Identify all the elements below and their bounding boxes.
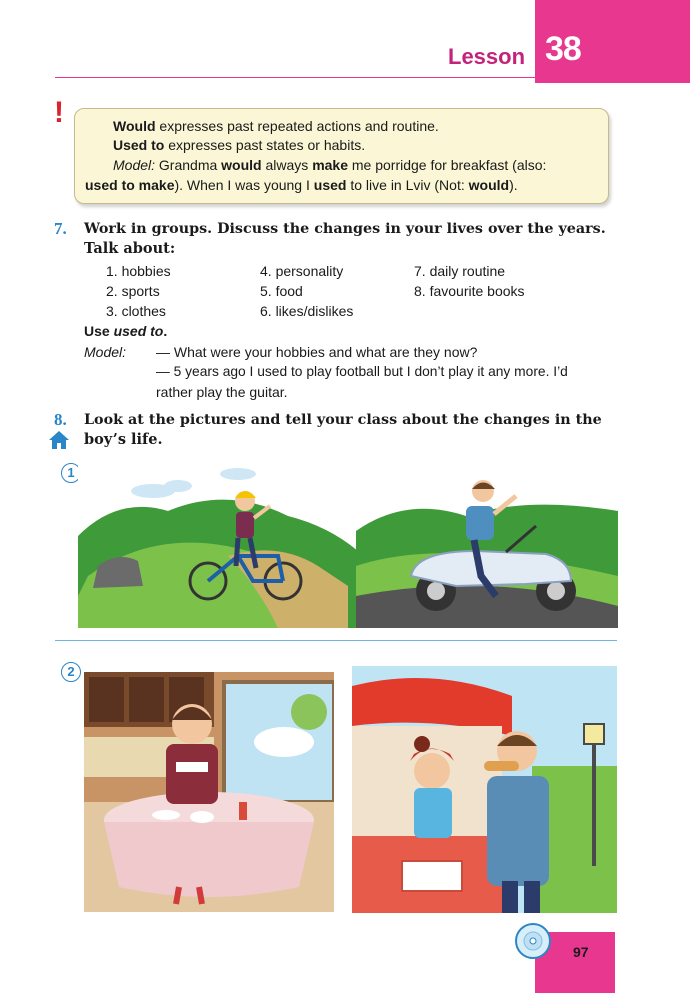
exercise-instruction: Look at the pictures and tell your class about the changes in the: [84, 412, 602, 428]
exercise-number: 7.: [54, 219, 67, 238]
list-item: 4. personality: [260, 263, 344, 279]
list-item: 1. hobbies: [106, 263, 171, 279]
home-icon: [48, 430, 70, 450]
lesson-title: Lesson: [448, 44, 526, 69]
picture-number-badge: 1: [61, 463, 81, 483]
picture-number-badge: 2: [61, 662, 81, 682]
list-item: 3. clothes: [106, 303, 166, 319]
list-item: 2. sports: [106, 283, 160, 299]
list-item: 6. likes/dislikes: [260, 303, 354, 319]
page-number: 97: [573, 944, 589, 960]
list-item: 5. food: [260, 283, 303, 299]
note-line: Used to expresses past states or habits.: [113, 137, 366, 153]
note-line: Would expresses past repeated actions and routine.: [113, 118, 439, 134]
grammar-note: [74, 108, 609, 204]
exercise-instruction: Work in groups. Discuss the changes in your lives over the years.: [84, 221, 606, 237]
boy-eating-at-table-illustration: [84, 672, 334, 912]
lesson-number: 38: [545, 30, 581, 68]
exercise-instruction: Talk about:: [84, 240, 176, 257]
exercise-instruction: boy’s life.: [84, 431, 163, 448]
exclamation-icon: !: [54, 96, 64, 129]
section-divider: [55, 640, 617, 641]
model-question: — What were your hobbies and what are they now?: [156, 344, 478, 360]
young-man-eating-sandwich-illustration: [352, 666, 617, 913]
header-rule: [55, 77, 535, 78]
use-instruction: Use used to.: [84, 323, 168, 339]
list-item: 8. favourite books: [414, 283, 525, 299]
note-line: Model: Grandma would always make me porridge for breakfast (also:: [113, 157, 547, 173]
note-line: used to make). When I was young I used to live in Lviv (Not: would).: [85, 177, 518, 193]
young-man-motorcycle-illustration: [356, 456, 618, 628]
model-label: Model:: [84, 344, 127, 360]
list-item: 7. daily routine: [414, 263, 506, 279]
audio-cd-icon: [514, 922, 552, 960]
exercise-number: 8.: [54, 410, 67, 429]
model-answer: rather play the guitar.: [156, 384, 288, 400]
boy-cycling-illustration: [78, 456, 358, 628]
model-answer: — 5 years ago I used to play football but I don’t play it any more. I’d: [156, 364, 568, 379]
